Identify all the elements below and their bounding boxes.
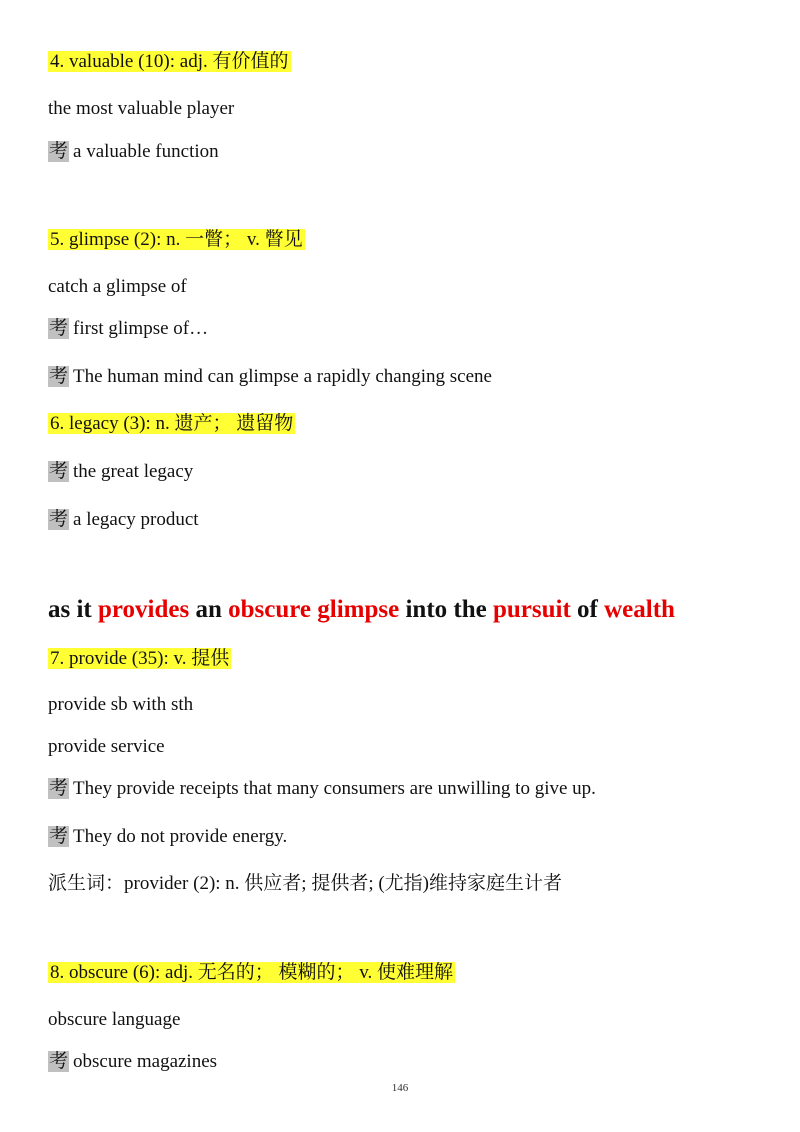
example-line: catch a glimpse of — [48, 276, 187, 297]
entry-heading-valuable: 4. valuable (10): adj. 有价值的 — [50, 51, 289, 72]
exam-example-line: 考 They do not provide energy. — [49, 826, 288, 847]
exam-marker: 考 — [49, 141, 69, 162]
exam-example-line: 考 The human mind can glimpse a rapidly changing scene — [49, 366, 492, 387]
exam-example-line: 考 a legacy product — [49, 509, 199, 530]
exam-marker: 考 — [49, 366, 69, 387]
exam-marker: 考 — [49, 509, 69, 530]
entry-heading-obscure: 8. obscure (6): adj. 无名的； 模糊的； v. 使难理解 — [50, 962, 453, 983]
example-line: provide service — [48, 736, 165, 757]
exam-marker: 考 — [49, 778, 69, 799]
exam-example-line: 考 the great legacy — [49, 461, 194, 482]
exam-example-line: 考 a valuable function — [49, 141, 219, 162]
example-line: obscure language — [48, 1009, 181, 1030]
derived-word-line: 派生词：provider (2): n. 供应者; 提供者; (尤指)维持家庭生计者 — [48, 873, 563, 894]
exam-example-line: 考 first glimpse of… — [49, 318, 209, 339]
exam-marker: 考 — [49, 826, 69, 847]
exam-marker: 考 — [49, 318, 69, 339]
entry-heading-glimpse: 5. glimpse (2): n. 一瞥； v. 瞥见 — [50, 229, 303, 250]
example-line: provide sb with sth — [48, 694, 194, 715]
exam-marker: 考 — [49, 461, 69, 482]
example-line: the most valuable player — [48, 98, 235, 119]
key-sentence: as it provides an obscure glimpse into the pursuit of wealth — [48, 596, 675, 623]
exam-example-line: 考 obscure magazines — [49, 1051, 218, 1072]
entry-heading-provide: 7. provide (35): v. 提供 — [50, 648, 230, 669]
exam-marker: 考 — [49, 1051, 69, 1072]
entry-heading-legacy: 6. legacy (3): n. 遗产； 遗留物 — [50, 413, 294, 434]
page-number: 146 — [391, 1082, 409, 1094]
exam-example-line: 考 They provide receipts that many consumers are unwilling to give up. — [49, 778, 596, 799]
